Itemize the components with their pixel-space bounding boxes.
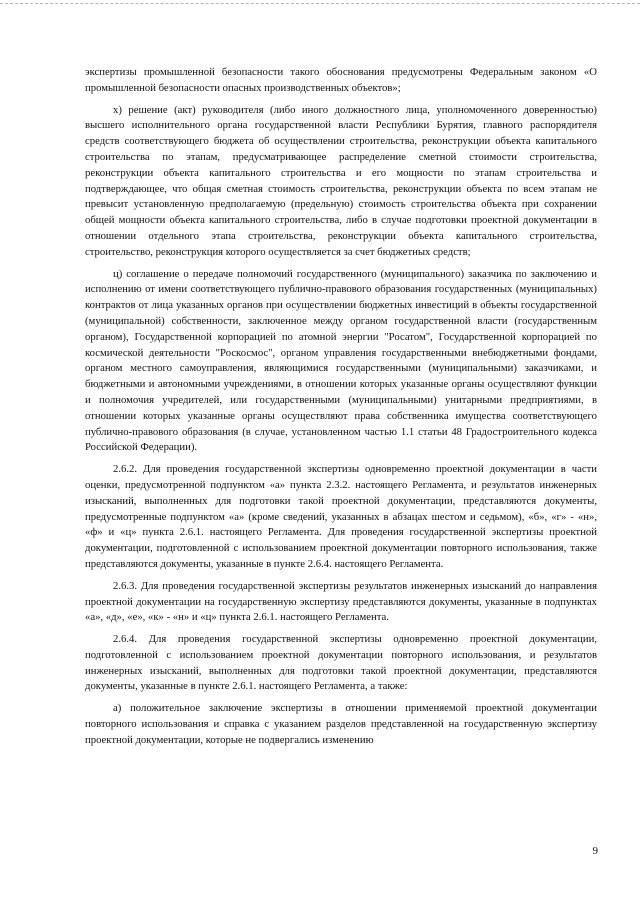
paragraph-item-a: а) положительное заключение экспертизы в отношении применяемой проектной документации повторного использования и справка с указанием разделов представленной на государственную экспертизу проектной документации, которые не подвергались изменению <box>85 702 597 746</box>
paragraph-item-kh: х) решение (акт) руководителя (либо иного должностного лица, уполномоченного доверенностью) высшего исполнительного органа государственной власти Республики Бурятия, главного распорядителя средств соответствующего бюджета об осуществлении строительства, реконструкции объекта капитального строительства по этапам, предусматривающее распределение сметной стоимости строительства, реконструкции объекта капитального строительства и его мощности по этапам строительства и подтверждающее, что общая сметная стоимость строительства, реконструкции объекта по всем этапам не превысит установленную предполагаемую (предельную) стоимость строительства объекта при сохранении общей мощности объекта капитального строительства, либо в случае подготовки проектной документации в отношении отдельного этапа строительства, реконструкции объекта капитального строительства, строительство, реконструкция которого осуществляется за счет бюджетных средств; <box>85 103 597 258</box>
page-number: 9 <box>592 845 598 857</box>
paragraph-2-6-4: 2.6.4. Для проведения государственной экспертизы одновременно проектной документации, подготовленной с использованием проектной документации повторного использования, и результатов инженерных изысканий, выполненных для подготовки такой проектной документации, представляются документы, указанные в пункте 2.6.1. настоящего Регламента, а также: <box>85 633 597 693</box>
document-body <box>85 65 597 755</box>
paragraph-2-6-2: 2.6.2. Для проведения государственной экспертизы одновременно проектной документации в части оценки, предусмотренной подпунктом «а» пункта 2.3.2. настоящего Регламента, и результатов инженерных изысканий, выполненных для подготовки такой проектной документации, представляются документы, предусмотренные подпунктом «а» (кроме сведений, указанных в абзацах шестом и седьмом), «б», «г» - «н», «ф» и «ц» пункта 2.6.1. настоящего Регламента. Для проведения государственной экспертизы проектной документации, подготовленной с использованием проектной документации повторного использования, также представляются документы, указанные в пункте 2.6.4. настоящего Регламента. <box>85 463 597 570</box>
paragraph-2-6-3: 2.6.3. Для проведения государственной экспертизы результатов инженерных изысканий до направления проектной документации на государственную экспертизу представляются документы, указанные в подпунктах «а», «д», «е», «к» - «н» и «ц» пункта 2.6.1. настоящего Регламента. <box>85 579 597 624</box>
paragraph-continuation: экспертизы промышленной безопасности такого обоснования предусмотрены Федеральным законом «О промышленной безопасности опасных производственных объектов»; <box>85 66 597 94</box>
page-top-edge <box>0 3 640 4</box>
paragraph-item-ts: ц) соглашение о передаче полномочий государственного (муниципального) заказчика по заключению и исполнению от имени соответствующего публично-правового образования государственных (муниципальных) контрактов от лица указанных органов при осуществлении бюджетных инвестиций в объекты государственной (муниципальной) собственности, заключенное между органом государственной власти (государственным органом), Государственной корпорацией по атомной энергии "Росатом", Государственной корпорацией по космической деятельности "Роскосмос", органом управления государственными внебюджетными фондами, органом местного самоуправления, являющимися государственными (муниципальными) заказчиками, и бюджетными и автономными учреждениями, в отношении которых указанные органы осуществляют функции и полномочия учредителей, или государственными (муниципальными) унитарными предприятиями, в отношении которых указанные органы осуществляют права собственника имущества соответствующего публично-правового образования (в случае, установленном частью 1.1 статьи 48 Градостроительного кодекса Российской Федерации). <box>85 267 597 454</box>
